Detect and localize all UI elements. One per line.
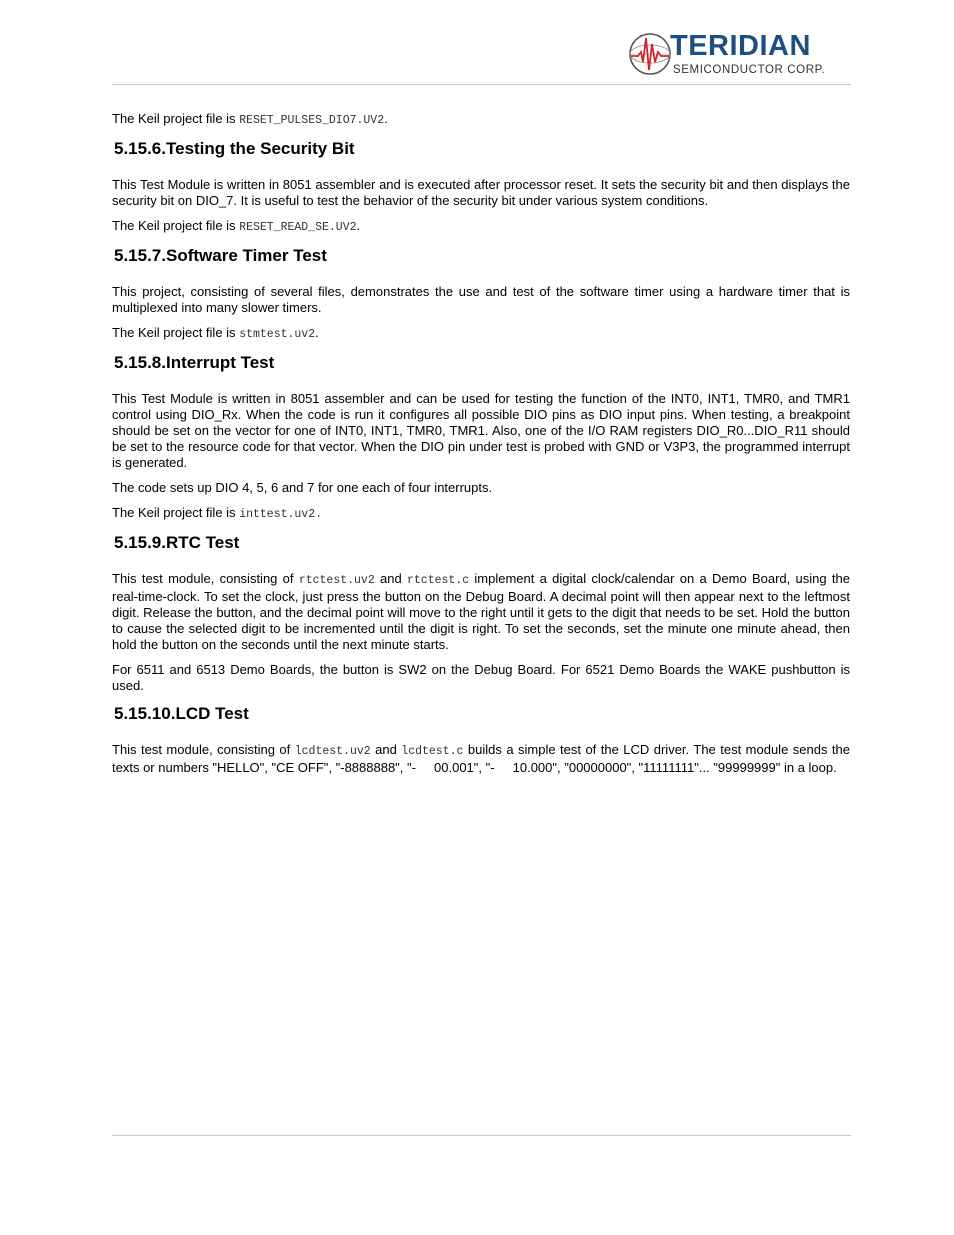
keil-file-line: The Keil project file is stmtest.uv2. [112, 325, 319, 341]
paragraph: The code sets up DIO 4, 5, 6 and 7 for one each of four interrupts. [112, 480, 493, 495]
file-name: RESET_READ_SE.UV2 [239, 221, 357, 234]
waveform-globe-icon [628, 32, 672, 76]
paragraph: This test module, consisting of rtctest.uv2 and rtctest.c implement a digital clock/calendar on a Demo Board, using the real-time-clock. To set the clock, just press the button on the Debug Board. A decimal point will then appear next to the leftmost digit. Release the button, and the decimal point will move to the right until it gets to the digit that needs to be set. Hold the button to cause the selected digit to be incremented until the digit is right. To set the seconds, set the minute one minute ahead, then hold the button on the seconds until the next minute starts. [112, 571, 850, 652]
paragraph: This Test Module is written in 8051 assembler and is executed after processor reset. It sets the security bit and then displays the security bit on DIO_7. It is useful to test the behavior of the security bit under various system conditions. [112, 177, 850, 208]
footer-rule [112, 1135, 851, 1136]
section-heading-lcd: 5.15.10.LCD Test [114, 704, 249, 723]
paragraph: This Test Module is written in 8051 assembler and can be used for testing the function of the INT0, INT1, TMR0, and TMR1 control using DIO_Rx. When the code is run it configures all possible DIO pins as DIO input pins. When testing, a breakpoint should be set on the vector for one of INT0, INT1, TMR0, TMR1. Also, one of the I/O RAM registers DIO_R0...DIO_R11 should be set to the resource code for that vector. When the DIO pin under test is probed with GND or V3P3, the programmed interrupt is generated. [112, 391, 850, 470]
file-name: rtctest.c [407, 574, 470, 587]
paragraph: For 6511 and 6513 Demo Boards, the button is SW2 on the Debug Board. For 6521 Demo Boards the WAKE pushbutton is used. [112, 662, 850, 693]
file-name: rtctest.uv2 [298, 574, 375, 587]
file-name: lcdtest.c [401, 745, 464, 758]
keil-file-line: The Keil project file is inttest.uv2. [112, 505, 323, 521]
file-name: inttest.uv2. [239, 508, 323, 521]
document-body [112, 111, 854, 785]
file-name: RESET_PULSES_DIO7.UV2 [239, 114, 385, 127]
header-rule [112, 84, 851, 85]
keil-file-line: The Keil project file is RESET_READ_SE.UV2. [112, 218, 361, 234]
file-name: stmtest.uv2 [239, 328, 316, 341]
logo-wordmark: TERIDIAN [670, 30, 811, 62]
section-heading-interrupt: 5.15.8.Interrupt Test [114, 353, 275, 372]
paragraph: This test module, consisting of lcdtest.uv2 and lcdtest.c builds a simple test of the LCD driver. The test module sends the texts or numbers "HELLO", "CE OFF", "-8888888", "- 00.001", "- 10.000", "00000000", "11111111"... "99999999" in a loop. [112, 742, 854, 775]
paragraph: This project, consisting of several files, demonstrates the use and test of the software timer using a hardware timer that is multiplexed into many slower timers. [112, 284, 850, 315]
section-heading-software-timer: 5.15.7.Software Timer Test [114, 246, 327, 265]
teridian-logo [628, 30, 833, 80]
file-name: lcdtest.uv2 [294, 745, 371, 758]
section-heading-security-bit: 5.15.6.Testing the Security Bit [114, 139, 355, 158]
logo-subtitle: SEMICONDUCTOR CORP. [673, 64, 826, 76]
keil-file-line: The Keil project file is RESET_PULSES_DIO7.UV2. [112, 111, 388, 127]
section-heading-rtc: 5.15.9.RTC Test [114, 533, 240, 552]
